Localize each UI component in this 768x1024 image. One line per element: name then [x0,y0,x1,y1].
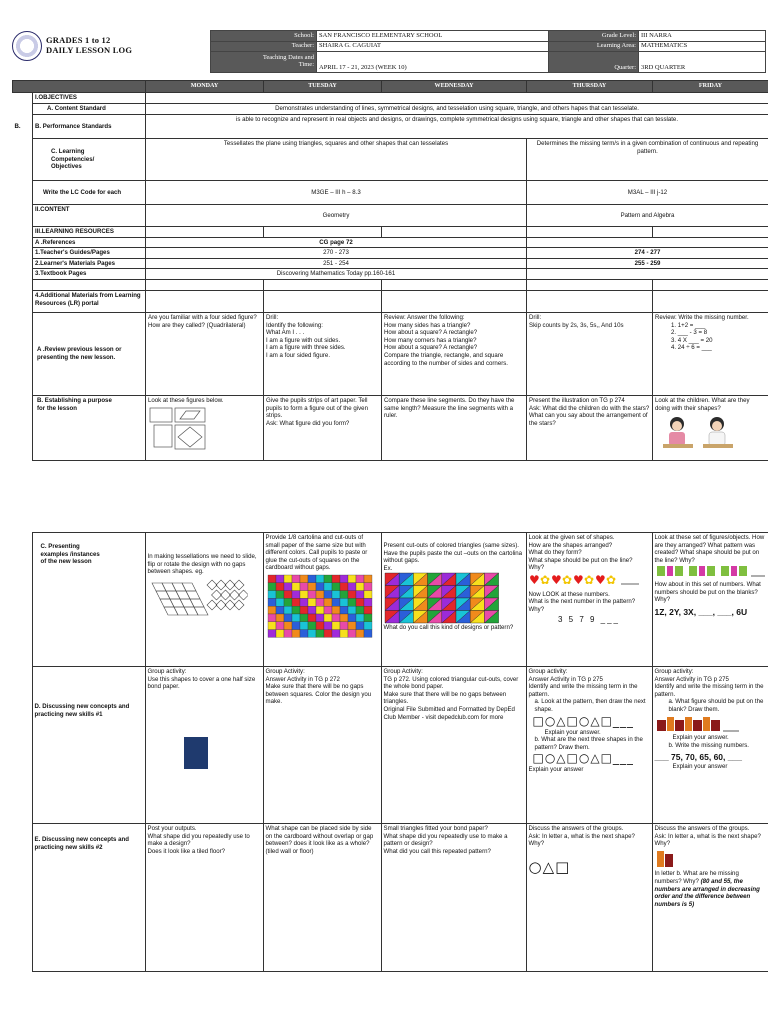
colored-square-tile [324,622,332,630]
colored-square-tile [364,630,372,638]
colored-square-tile [268,606,276,614]
colored-square-tile [348,575,356,583]
discussing-1-label: D. Discussing new concepts and practicing new skills #1 [32,667,145,824]
svg-text:♥: ♥ [572,573,584,588]
school-label: School: [211,31,317,42]
colored-square-tile [292,598,300,606]
colored-square-tile [300,614,308,622]
colored-square-tile [332,583,340,591]
colored-square-tile [348,614,356,622]
colored-square-tile [316,583,324,591]
lm-mon-wed: 251 - 254 [146,258,527,269]
colored-square-tile [292,583,300,591]
purpose-thursday: Present the illustration on TG p 274 Ask: What did the children do with the stars? What can you say about the arrangement of the stars? [527,396,653,461]
colored-square-tile [308,622,316,630]
colored-square-tile [300,622,308,630]
svg-text:✿: ✿ [605,573,616,588]
lesson-log-table-top [12,80,768,461]
area-value: MATHEMATICS [639,41,766,52]
references-value: CG page 72 [146,237,527,248]
svg-text:♥: ♥ [528,573,540,588]
svg-text:♥: ♥ [550,573,562,588]
content-standard-label: A. Content Standard [33,104,146,115]
colored-square-tile [364,591,372,599]
colored-square-tile [284,614,292,622]
tessellation-tile [220,590,230,600]
grade-value: III NARRA [639,31,766,42]
purpose-monday-text: Look at these figures below. [148,397,224,405]
colored-square-tile [340,606,348,614]
discussing-1-tuesday: Group Activity: Answer Activity in TG p 272 Make sure that there will be no gaps between squares. Color the design you make. [263,667,381,824]
tessellation-tile [225,580,235,590]
colored-square-tile [340,614,348,622]
colored-square-tile [276,630,284,638]
colored-square-tile [348,630,356,638]
school-value: SAN FRANCISCO ELEMENTARY SCHOOL [317,31,549,42]
lc-code-label: Write the LC Code for each [33,181,146,205]
dates-value: APRIL 17 - 21, 2023 (WEEK 10) [317,52,549,73]
tb-mon-wed: Discovering Mathematics Today pp.160-161 [146,269,527,280]
colored-square-tile [308,614,316,622]
colored-square-tile [324,598,332,606]
colored-square-tile [300,606,308,614]
explain-answer-2: Explain your answer [528,766,584,774]
tessellation-tile [186,591,200,599]
colored-square-tile [332,575,340,583]
purpose-label: B. Establishing a purpose for the lesson [33,396,146,461]
colored-square-tile [324,575,332,583]
colored-square-tile [300,575,308,583]
purpose-friday-text: Look at the children. What are they doing with their shapes? [655,397,750,412]
colored-square-tile [292,591,300,599]
colored-square-tile [324,583,332,591]
purpose-wednesday-text: Compare these line segments. Do they have the same length? Measure the line segments with a ruler. [384,397,515,420]
teacher-value: SHAIRA G. CAGUIAT [317,41,549,52]
colored-square-tile [356,575,364,583]
colored-square-tile [300,630,308,638]
lm-label: 2.Learner's Materials Pages [33,258,146,269]
crayon-answer-image [655,850,675,868]
review-item: 2. ___ - 3 = 8 [671,329,708,337]
review-wednesday: Review: Answer the following: How many sides has a triangle? How about a square? A rectangle? How many corners has a triangle? How about a square? A rectangle? Compare the triangle, rectangle, and square according to the number of sides and corners. [382,313,527,396]
colored-square-tile [268,622,276,630]
competencies-mon-wed: Tessellates the plane using triangles, squares and other shapes that can tesselates [146,139,527,181]
discussing-2-friday [652,824,768,972]
colored-square-tile [316,606,324,614]
colored-square-tile [292,614,300,622]
svg-text:✿: ✿ [561,573,572,588]
explain-answer: Explain your answer. [672,734,729,742]
colored-square-tile [268,598,276,606]
colored-square-tile [340,591,348,599]
lc-code-thu-fri: M3AL – III j-12 [527,181,768,205]
colored-square-tile [324,606,332,614]
decreasing-number-sequence: ___ 75, 70, 65, 60, ___ [654,752,742,763]
heart-star-pattern-image [529,572,641,588]
presenting-friday [652,533,768,667]
colored-square-tile [268,614,276,622]
performance-standards-label: B. Performance Standards [33,115,146,139]
colored-square-tile [364,606,372,614]
colored-square-tile [276,591,284,599]
colored-square-tile [340,630,348,638]
discussing-1-friday-a: a. What figure should be put on the blank? Draw them. [668,698,764,714]
discussing-2-friday-text: Discuss the answers of the groups. Ask: In letter a, what is the next shape? Why? [654,825,761,848]
colored-square-tile [332,598,340,606]
colored-square-tile [276,575,284,583]
presenting-friday-text-2: How about in this set of numbers. What numbers should be put on the blanks? Why? [654,581,761,604]
purpose-friday [653,396,768,461]
title-line-2: DAILY LESSON LOG [46,44,133,55]
tessellation-tile [234,600,244,610]
colored-square-tile [292,606,300,614]
objectives-label: I.OBJECTIVES [33,93,146,104]
colored-square-tile [340,622,348,630]
colored-square-tile [364,575,372,583]
tg-label: 1.Teacher's Guides/Pages [33,248,146,259]
teacher-label: Teacher: [211,41,317,52]
svg-text:✿: ✿ [539,573,550,588]
review-item: 3. 4 X ___ = 20 [671,336,713,344]
resources-label: III.LEARNING RESOURCES [33,227,146,238]
tessellation-tile [182,583,196,591]
tessellation-image [148,579,248,619]
review-item: 1. 1+2 = ___ [671,321,706,329]
colored-square-tile [348,606,356,614]
day-friday: FRIDAY [653,81,768,93]
day-header-blank [13,81,146,93]
colored-square-tile [332,591,340,599]
colored-square-tile [300,591,308,599]
dates-label [211,52,317,73]
grade-label: Grade Level: [549,31,639,42]
lc-code-mon-wed: M3GE – III h – 8.3 [146,181,527,205]
quarter-value: 3RD QUARTER [639,52,766,73]
letter-number-sequence: 1Z, 2Y, 3X, ___, ___, 6U [654,606,748,617]
discussing-1-wednesday: Group Activity: TG p 272. Using colored triangular cut-outs, cover the whole bond paper. Make sure that there will be no gaps between triangles. Original File Submitted and Formatted by DepEd Club Member - visit depedclub.com for more [381,667,526,824]
colored-square-tile [348,622,356,630]
explain-answer: Explain your answer. [544,728,601,736]
svg-text:✿: ✿ [583,573,594,588]
lm-thu-fri: 255 - 259 [527,258,768,269]
colored-square-tile [276,622,284,630]
discussing-1-friday [652,667,768,824]
review-label: A .Review previous lesson or presenting the new lesson. [33,313,146,396]
children-with-shapes-image [655,414,755,450]
colored-square-tile [292,630,300,638]
colored-square-tile [364,622,372,630]
colored-square-tile [356,583,364,591]
discussing-1-thursday-a: a. Look at the pattern, then draw the next shape. [534,698,646,714]
colored-square-tile [332,630,340,638]
tessellation-tile [238,590,248,600]
day-thursday: THURSDAY [527,81,653,93]
colored-square-tile [316,575,324,583]
colored-square-tile [332,622,340,630]
colored-square-tile [340,583,348,591]
colored-square-tile [276,614,284,622]
discussing-1-friday-text: Group activity: Answer Activity in TG p 275 Identify and write the missing term in the pattern. [654,668,764,698]
references-label: A .References [33,237,146,248]
colored-square-tile [356,622,364,630]
content-thu-fri: Pattern and Algebra [527,205,768,227]
colored-square-tile [316,622,324,630]
presenting-thursday [526,533,652,667]
colored-square-tile [308,598,316,606]
colored-square-tile [268,591,276,599]
tessellation-tile [234,580,244,590]
content-mon-wed: Geometry [146,205,527,227]
header-info-table [210,30,766,73]
discussing-2-monday: Post your outputs. What shape did you repeatedly use to make a design? Does it look like a tiled floor? [145,824,263,972]
day-tuesday: TUESDAY [264,81,382,93]
colored-square-tile [340,598,348,606]
review-tuesday: Drill: Identify the following: What Am I . . . I am a figure with out sides. I am a figure with three sides. I am a four sided figure. [264,313,382,396]
competencies-thu-fri: Determines the missing term/s in a given combination of continuous and repeating pattern. [527,139,768,181]
colored-square-tile [348,591,356,599]
quadrilateral-figures-image [148,407,220,453]
colored-square-tile [356,606,364,614]
colored-square-tile [308,591,316,599]
colored-square-tile [308,606,316,614]
colored-square-tile [324,630,332,638]
presenting-thursday-text: Look at the given set of shapes. How are the shapes arranged? What do they form? What shape should be put on the line? Why? [528,534,633,572]
colored-square-tile [284,630,292,638]
colored-square-tile [284,591,292,599]
circle-triangle-square-shapes: ○△□ [528,857,571,876]
shape-pattern-b: □○△□○△□___ [532,751,634,766]
review-friday-text: Review: Write the missing number. [655,314,749,322]
content-standard: Demonstrates understanding of lines, symmetrical designs, and tesselation using square, triangle, and others hapes that can tesselate. [146,104,768,115]
colored-triangles-image [384,572,500,624]
review-friday [653,313,768,396]
explain-answer-2: Explain your answer [672,763,728,771]
colored-square-tile [284,583,292,591]
colored-squares-image [266,574,374,638]
day-wednesday: WEDNESDAY [382,81,527,93]
performance-standards: is able to recognize and represent in real objects and designs, or drawings, complete symmetrical designs using square, triangle and other shapes that can tesslate. [146,115,768,139]
tessellation-tile [229,590,239,600]
review-monday: Are you familiar with a four sided figure? How are they called? (Quadrilateral) [146,313,264,396]
colored-square-tile [364,598,372,606]
discussing-1-thursday-text: Group activity: Answer Activity in TG p 275 Identify and write the missing term in the pattern. [528,668,638,698]
page-title [46,36,132,56]
colored-square-tile [364,583,372,591]
colored-square-tile [356,591,364,599]
colored-square-tile [292,575,300,583]
discussing-2-thursday-text: Discuss the answers of the groups. Ask: In letter a, what is the next shape? Why? [528,825,635,848]
discussing-1-friday-b: b. Write the missing numbers. [668,741,749,749]
tessellation-tile [207,600,217,610]
object-pattern-image [655,564,767,578]
presenting-thursday-text-2: Now LOOK at these numbers. What is the next number in the pattern? Why? [528,590,636,613]
discussing-2-friday-b-answer: (80 and 55, the numbers are arranged in decreasing order and the difference between numbers is 5) [654,878,760,908]
day-monday: MONDAY [146,81,264,93]
colored-square-tile [292,622,300,630]
presenting-tuesday-text: Provide 1/8 cartolina and cut-outs of small paper of the same size but with different colors. Call pupils to paste or glue the cut-outs of squares on the cardboard without gaps. [265,534,368,572]
colored-square-tile [348,598,356,606]
content-label: II.CONTENT [33,205,146,227]
discussing-2-friday-b-question: In letter b. What are he missing numbers? Why? [654,870,739,886]
tessellation-tile [211,590,221,600]
colored-square-tile [324,614,332,622]
deped-seal-logo [12,31,42,61]
dates-label-line2: Time: [298,61,314,68]
colored-square-tile [332,606,340,614]
colored-square-tile [308,575,316,583]
presenting-wednesday-after: What do you call this kind of designs or pattern? [383,624,514,632]
colored-square-tile [284,575,292,583]
tessellation-tile [207,580,217,590]
purpose-wednesday [382,396,527,461]
colored-square-tile [316,591,324,599]
discussing-2-tuesday: What shape can be placed side by side on the cardboard without overlap or gap between? does it look like as a whole? (tiled wall or floor) [263,824,381,972]
lesson-log-table-bottom [12,532,768,972]
additional-materials-label: 4.Additional Materials from Learning Resources (LR) portal [33,291,146,313]
crayon-pattern-image [655,714,755,732]
colored-square-tile [276,583,284,591]
colored-square-tile [356,614,364,622]
colored-square-tile [284,622,292,630]
purpose-monday [146,396,264,461]
presenting-label: C. Presenting examples /instances of the new lesson [32,533,145,667]
quarter-label: Quarter: [549,52,639,73]
colored-square-tile [316,598,324,606]
discussing-1-thursday [526,667,652,824]
colored-square-tile [284,598,292,606]
svg-text:♥: ♥ [594,573,606,588]
presenting-friday-text: Look at these set of figures/objects. How are they arranged? What pattern was created? What shape should be put on the line? Why? [654,534,765,564]
presenting-wednesday-text: Present cut-outs of colored triangles (same sizes). Have the pupils paste the cut –outs on the cartolina without gaps. Ex. [383,542,523,572]
b-marker: B. [14,122,21,130]
review-thursday: Drill: Skip counts by 2s, 3s, 5s,, And 10s [527,313,653,396]
colored-square-tile [268,630,276,638]
discussing-2-friday-b [655,870,766,908]
colored-square-tile [316,630,324,638]
purpose-tuesday: Give the pupils strips of art paper. Tell pupils to form a figure out of the given strips. Ask: What figure did you form? [264,396,382,461]
colored-square-tile [356,630,364,638]
colored-square-tile [324,591,332,599]
tessellation-tile [216,580,226,590]
discussing-2-thursday [526,824,652,972]
blue-square-shape [184,737,208,769]
presenting-monday-text: In making tessellations we need to slide, flip or rotate the design with no gaps between shapes. eg. [147,553,257,576]
colored-square-tile [268,583,276,591]
tb-label: 3.Textbook Pages [33,269,146,280]
presenting-wednesday [381,533,526,667]
colored-square-tile [268,575,276,583]
discussing-2-wednesday: Small triangles fitted your bond paper? What shape did you repeatedly use to make a pattern or design? What did you call this repeated pattern? [381,824,526,972]
tessellation-tile [190,599,204,607]
area-label: Learning Area: [549,41,639,52]
colored-square-tile [332,614,340,622]
colored-square-tile [308,630,316,638]
line-segments-image [384,420,504,446]
presenting-monday [145,533,263,667]
review-item: 4. 24 ÷ 6 = ___ [671,344,712,352]
discussing-2-label: E. Discussing new concepts and practicing new skills #2 [32,824,145,972]
tg-thu-fri: 274 - 277 [527,248,768,259]
colored-square-tile [276,606,284,614]
title-line-1: GRADES 1 to 12 [46,35,111,45]
colored-square-tile [284,606,292,614]
colored-square-tile [316,614,324,622]
discussing-1-monday [145,667,263,824]
competencies-label: C. Learning Competencies/ Objectives [33,139,146,181]
discussing-1-thursday-b: b. What are the next three shapes in the pattern? Draw them. [534,736,643,751]
shape-pattern-a: □○△□○△□___ [532,713,634,728]
colored-square-tile [348,583,356,591]
colored-square-tile [300,583,308,591]
colored-square-tile [300,598,308,606]
tessellation-tile [225,600,235,610]
dates-label-line1: Teaching Dates and [262,54,314,62]
colored-square-tile [356,598,364,606]
colored-square-tile [276,598,284,606]
colored-square-tile [364,614,372,622]
tg-mon-wed: 270 - 273 [146,248,527,259]
tessellation-tile [194,607,208,615]
presenting-tuesday [263,533,381,667]
number-pattern: 3 5 7 9 ___ [557,615,621,625]
tessellation-tile [216,600,226,610]
discussing-1-monday-text: Group activity: Use this shapes to cover a one half size bond paper. [147,668,256,691]
colored-square-tile [308,583,316,591]
colored-square-tile [340,575,348,583]
